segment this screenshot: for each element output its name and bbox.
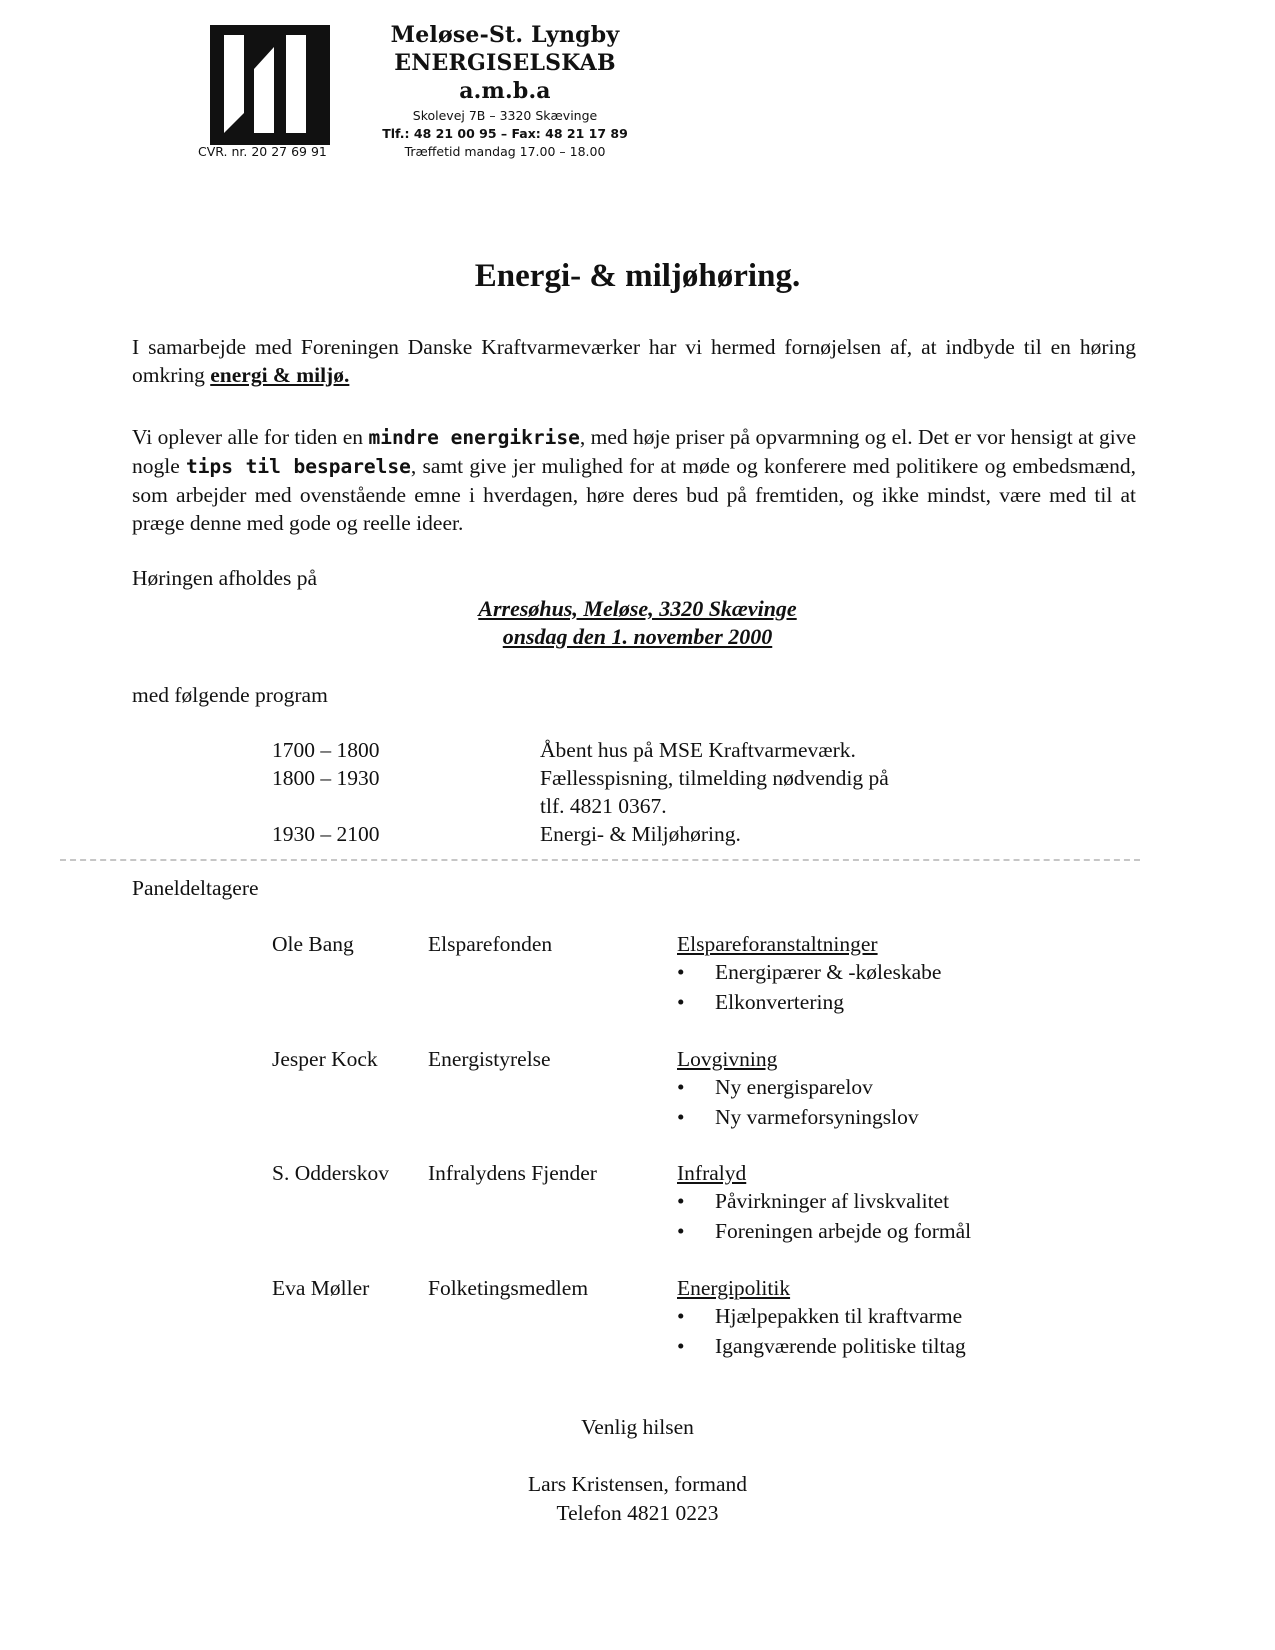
panelist-name: Jesper Kock <box>272 1047 378 1071</box>
body-bold-1: mindre energikrise <box>368 426 580 449</box>
intro-text: I samarbejde med Foreningen Danske Kraftvarmeværker har vi hermed fornøjelsen af, at indbyde til en høring omkring <box>132 335 1136 387</box>
panelist-point <box>677 1189 949 1214</box>
intro-highlight: energi & miljø. <box>210 363 350 387</box>
bullet-icon: • <box>677 1304 685 1328</box>
point-text: Påvirkninger af livskvalitet <box>715 1189 950 1213</box>
company-name-line2: ENERGISELSKAB <box>394 50 616 76</box>
point-text: Ny varmeforsyningslov <box>715 1105 919 1129</box>
bullet-icon: • <box>677 1105 685 1129</box>
company-logo <box>210 25 330 145</box>
panelist-topic: Elspareforanstaltninger <box>677 932 878 956</box>
point-text: Igangværende politiske tiltag <box>715 1334 966 1358</box>
program-desc: Energi- & Miljøhøring. <box>540 822 741 846</box>
company-office-hours: Træffetid mandag 17.00 – 18.00 <box>404 144 606 159</box>
point-text: Energipærer & -køleskabe <box>715 960 942 984</box>
venue-date: onsdag den 1. november 2000 <box>502 624 773 649</box>
company-address: Skolevej 7B – 3320 Skævinge <box>412 108 598 123</box>
program-time: 1930 – 2100 <box>272 822 380 846</box>
document-title: Energi- & miljøhøring. <box>474 258 801 294</box>
panelist-organization: Elsparefonden <box>428 932 553 956</box>
intro-paragraph <box>132 333 1136 389</box>
panelist-point <box>677 1304 962 1329</box>
program-desc-continued: tlf. 4821 0367. <box>540 794 667 818</box>
panel-heading: Paneldeltagere <box>132 876 259 900</box>
signer-name: Lars Kristensen, formand <box>527 1472 748 1496</box>
program-desc: Fællesspisning, tilmelding nødvendig på <box>540 766 889 790</box>
panelist-name: Eva Møller <box>272 1276 370 1300</box>
point-text: Elkonvertering <box>715 990 844 1014</box>
bullet-icon: • <box>677 1219 685 1243</box>
venue-intro: Høringen afholdes på <box>132 566 318 590</box>
body-text-2: , med høje priser på opvarmning og el. Det er vor hensigt at give nogle <box>132 425 1137 478</box>
scan-artifact-divider <box>60 859 1140 861</box>
signer-phone: Telefon 4821 0223 <box>556 1501 719 1525</box>
company-cvr: CVR. nr. 20 27 69 91 <box>198 144 327 159</box>
panelist-name: Ole Bang <box>272 932 354 956</box>
point-text: Ny energisparelov <box>715 1075 873 1099</box>
body-text-3: , samt give jer mulighed for at møde og konferere med politikere og embedsmænd, som arbejder med ovenstående emne i hverdagen, høre deres bud på fremtiden, og ikke mindst, være med til at præge denne med gode og reelle ideer. <box>132 454 1136 535</box>
panelist-organization: Energistyrelse <box>428 1047 551 1071</box>
body-bold-2: tips til besparelse <box>186 455 411 478</box>
bullet-icon: • <box>677 1334 685 1358</box>
bullet-icon: • <box>677 990 685 1014</box>
program-time: 1800 – 1930 <box>272 766 380 790</box>
point-text: Foreningen arbejde og formål <box>715 1219 972 1243</box>
panelist-point <box>677 1105 919 1130</box>
panelist-topic: Energipolitik <box>677 1276 791 1300</box>
closing-greeting: Venlig hilsen <box>581 1415 694 1439</box>
body-paragraph <box>132 423 1136 537</box>
panelist-point <box>677 1075 873 1100</box>
body-text-1: Vi oplever alle for tiden en <box>132 425 369 449</box>
bullet-icon: • <box>677 960 685 984</box>
panelist-organization: Infralydens Fjender <box>428 1161 597 1185</box>
program-intro: med følgende program <box>132 683 328 707</box>
panelist-point <box>677 960 941 985</box>
panelist-topic: Lovgivning <box>677 1047 778 1071</box>
program-time: 1700 – 1800 <box>272 738 380 762</box>
panelist-point <box>677 1334 966 1359</box>
company-name-line3: a.m.b.a <box>459 78 551 104</box>
company-name-line1: Meløse-St. Lyngby <box>390 22 620 48</box>
panelist-name: S. Odderskov <box>272 1161 390 1185</box>
company-phone-fax: Tlf.: 48 21 00 95 – Fax: 48 21 17 89 <box>382 126 628 141</box>
venue-place: Arresøhus, Meløse, 3320 Skævinge <box>478 596 797 621</box>
point-text: Hjælpepakken til kraftvarme <box>715 1304 963 1328</box>
bullet-icon: • <box>677 1075 685 1099</box>
panelist-point <box>677 1219 971 1244</box>
panelist-topic: Infralyd <box>677 1161 747 1185</box>
panelist-organization: Folketingsmedlem <box>428 1276 589 1300</box>
bullet-icon: • <box>677 1189 685 1213</box>
panelist-point <box>677 990 844 1015</box>
program-desc: Åbent hus på MSE Kraftvarmeværk. <box>540 738 856 762</box>
